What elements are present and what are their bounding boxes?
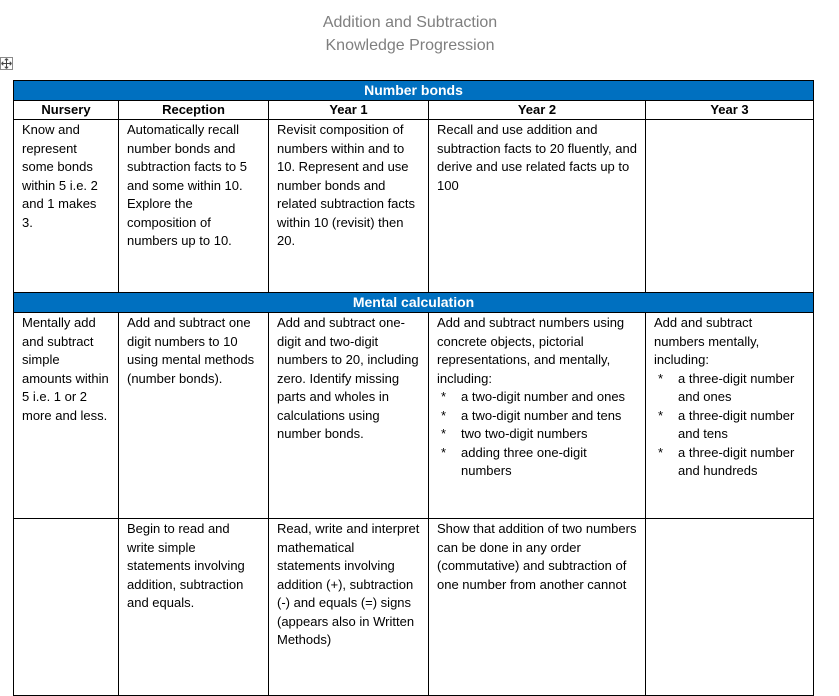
cell-mental-year-1: Add and subtract one-digit and two-digit numbers to 20, including zero. Identify missing parts and wholes in calculations using number bonds. [269, 313, 429, 519]
column-header-year-3: Year 3 [646, 101, 814, 120]
progression-table [13, 80, 814, 696]
cell-mental-year-3-intro: Add and subtract numbers mentally, including: [654, 315, 760, 367]
table-move-handle-icon[interactable] [0, 57, 13, 70]
list-item: * a two-digit number and tens [437, 407, 637, 426]
cell-mental-year-2 [429, 313, 646, 519]
cell-statements-reception: Begin to read and write simple statements involving addition, subtraction and equals. [119, 519, 269, 696]
cell-number-bonds-year-1: Revisit composition of numbers within and to 10. Represent and use number bonds and related subtraction facts within 10 (revisit) then 20. [269, 120, 429, 293]
table-row-number-bonds [14, 120, 814, 293]
section-header-row [14, 293, 814, 313]
table-row-mental-calculation [14, 313, 814, 519]
list-item: * a three-digit number and ones [658, 370, 795, 404]
cell-statements-year-3 [646, 519, 814, 696]
cell-mental-year-3 [646, 313, 814, 519]
cell-mental-nursery: Mentally add and subtract simple amounts within 5 i.e. 1 or 2 more and less. [14, 313, 119, 519]
cell-number-bonds-year-2: Recall and use addition and subtraction facts to 20 fluently, and derive and use related facts up to 100 [429, 120, 646, 293]
column-header-year-2: Year 2 [429, 101, 646, 120]
section-title-number-bonds: Number bonds [14, 81, 814, 101]
cell-mental-reception: Add and subtract one digit numbers to 10 using mental methods (number bonds). [119, 313, 269, 519]
cell-statements-year-1: Read, write and interpret mathematical statements involving addition (+), subtraction (-) and equals (=) signs (appears also in Written Methods) [269, 519, 429, 696]
cell-mental-year-2-intro: Add and subtract numbers using concrete objects, pictorial representations, and mentally, including: [437, 315, 625, 386]
list-item: * a two-digit number and ones [437, 388, 637, 407]
table-row-statements [14, 519, 814, 696]
cell-number-bonds-reception: Automatically recall number bonds and subtraction facts to 5 and some within 10. Explore the composition of numbers up to 10. [119, 120, 269, 293]
list-item: * adding three one-digit numbers [441, 444, 587, 478]
cell-statements-nursery [14, 519, 119, 696]
bullet-icon: * [441, 407, 447, 423]
cell-number-bonds-nursery: Know and represent some bonds within 5 i.e. 2 and 1 makes 3. [14, 120, 119, 293]
document-title-line-2: Knowledge Progression [325, 37, 495, 54]
bullet-icon: * [658, 444, 664, 460]
section-header-row [14, 81, 814, 101]
column-header-year-1: Year 1 [269, 101, 429, 120]
column-header-row [14, 101, 814, 120]
cell-number-bonds-year-3 [646, 120, 814, 293]
cell-statements-year-2: Show that addition of two numbers can be done in any order (commutative) and subtraction of one number from another cannot [429, 519, 646, 696]
list-item: * a three-digit number and hundreds [658, 444, 795, 478]
year-3-bullet-list [654, 370, 805, 481]
list-item: * two two-digit numbers [437, 425, 637, 444]
bullet-icon: * [441, 444, 447, 460]
document-title-line-1: Addition and Subtraction [322, 14, 498, 31]
column-header-reception: Reception [119, 101, 269, 120]
bullet-icon: * [441, 426, 447, 441]
bullet-icon: * [658, 370, 664, 386]
column-header-nursery: Nursery [14, 101, 119, 120]
list-item: * a three-digit number and tens [658, 407, 795, 441]
section-title-mental-calculation: Mental calculation [14, 293, 814, 313]
bullet-icon: * [441, 389, 447, 404]
bullet-icon: * [658, 407, 664, 423]
year-2-bullet-list [437, 388, 637, 481]
